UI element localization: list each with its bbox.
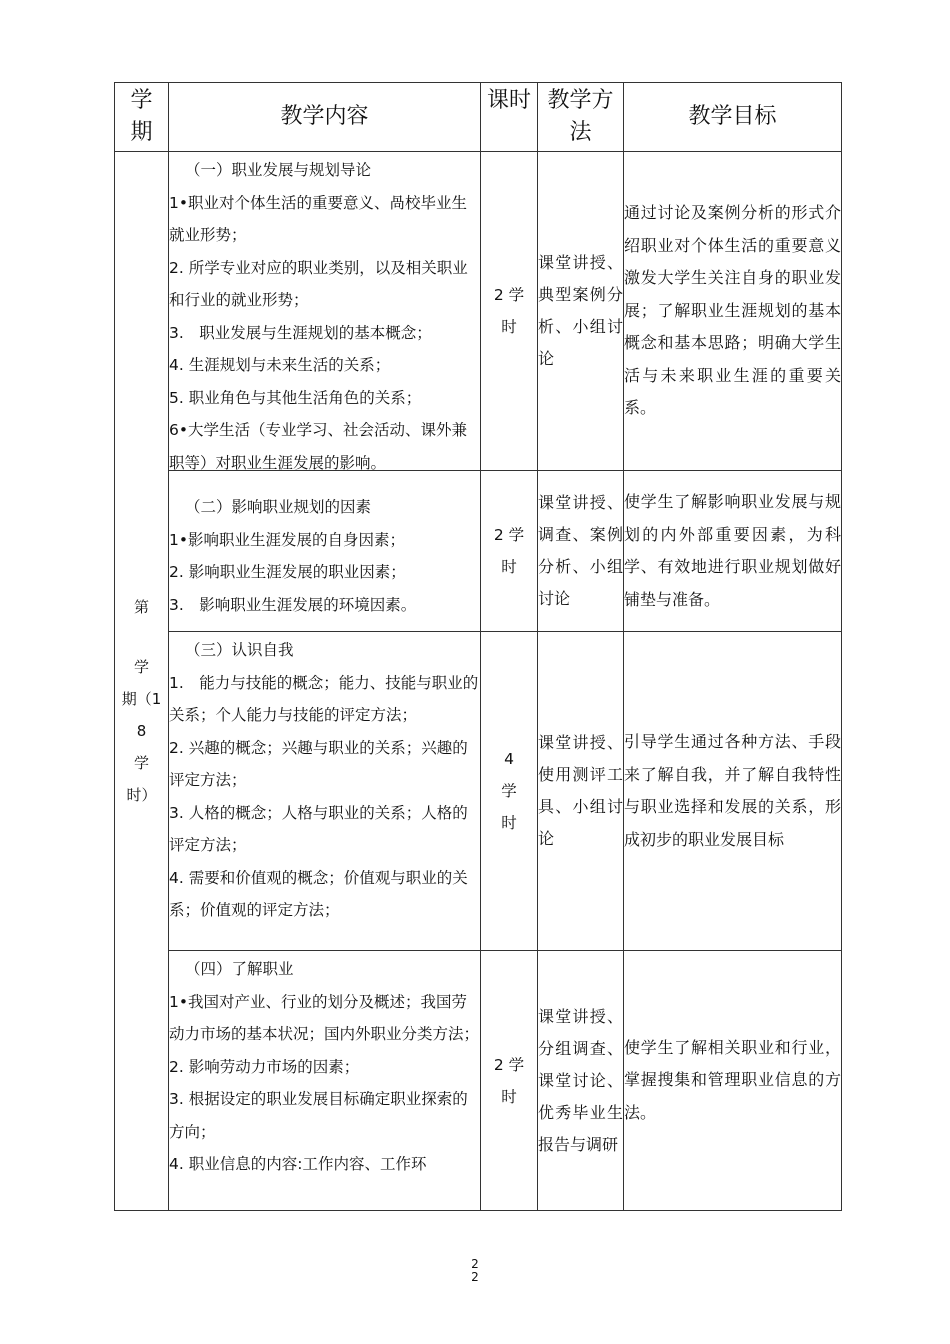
content-item: 2. 兴趣的概念；兴趣与职业的关系；兴趣的评定方法； [169, 738, 468, 789]
content-item: 2. 影响劳动力市场的因素； [169, 1057, 360, 1076]
section-title: （三）认识自我 [185, 641, 294, 659]
hours-line: 学 [501, 782, 517, 800]
header-method-line: 教学方 [547, 88, 614, 113]
content-item: 1. 能力与技能的概念；能力、技能与职业的关系；个人能力与技能的评定方法； [169, 673, 479, 724]
content-cell [169, 632, 481, 951]
method-cell: 课堂讲授、使用测评工具、小组讨论 [538, 632, 624, 951]
header-method [538, 83, 624, 152]
hours-line: 时 [501, 1087, 517, 1106]
term-label-line: 期（1 [121, 690, 162, 708]
term-label-line: 时） [126, 786, 157, 804]
content-item: 5. 职业角色与其他生活角色的关系； [169, 388, 422, 407]
term-label-line: 学 [133, 658, 149, 676]
table-row [115, 632, 842, 951]
content-item: 1•影响职业生涯发展的自身因素； [169, 530, 406, 549]
content-cell [169, 471, 481, 632]
goal-cell: 使学生了解相关职业和行业，掌握搜集和管理职业信息的方法。 [624, 951, 842, 1211]
content-item: 3. 人格的概念；人格与职业的关系；人格的评定方法； [169, 803, 468, 854]
content-cell [169, 152, 481, 471]
method-cell: 课堂讲授、典型案例分析、小组讨论 [538, 152, 624, 471]
content-item: 3. 影响职业生涯发展的环境因素。 [169, 595, 417, 614]
hours-cell [481, 152, 538, 471]
term-label-line: 8 [136, 722, 147, 740]
section-title: （一）职业发展与规划导论 [185, 161, 372, 179]
hours-cell [481, 951, 538, 1211]
hours-line: 时 [501, 318, 517, 336]
table-row [115, 152, 842, 471]
term-cell [115, 152, 169, 1211]
header-term-line: 期 [130, 120, 153, 145]
content-cell [169, 951, 481, 1211]
method-cell: 课堂讲授、调查、案例分析、小组讨论 [538, 471, 624, 632]
content-item: 4. 需要和价值观的概念；价值观与职业的关系；价值观的评定方法； [169, 868, 468, 919]
content-item: 4. 职业信息的内容:工作内容、工作环 [169, 1155, 427, 1173]
goal-cell: 通过讨论及案例分析的形式介绍职业对个体生活的重要意义激发大学生关注自身的职业发展；了解职业生涯规划的基本概念和基本思路；明确大学生活与未来职业生涯的重要关系。 [624, 152, 842, 471]
hours-line: 2 学 [493, 1055, 525, 1074]
content-item: 6•大学生活（专业学习、社会活动、课外兼职等）对职业生涯发展的影响。 [169, 421, 468, 470]
section-title: （四）了解职业 [185, 960, 294, 978]
content-item: 3. 根据设定的职业发展目标确定职业探索的方向； [169, 1090, 468, 1141]
hours-line: 2 学 [493, 526, 525, 544]
term-label-line: 第 [133, 598, 149, 616]
term-label-line: 学 [133, 754, 149, 772]
hours-line: 时 [501, 558, 517, 576]
table-row [115, 951, 842, 1211]
header-row [115, 83, 842, 152]
page-number-line: 2 [471, 1270, 479, 1284]
hours-cell [481, 471, 538, 632]
header-method-line: 法 [569, 120, 592, 145]
hours-line: 4 [504, 750, 514, 768]
goal-cell: 引导学生通过各种方法、手段来了解自我，并了解自我特性与职业选择和发展的关系，形成初步的职业发展目标 [624, 632, 842, 951]
content-item: 2. 影响职业生涯发展的职业因素； [169, 563, 406, 581]
hours-line: 时 [501, 814, 517, 832]
content-item: 2. 所学专业对应的职业类别，以及相关职业和行业的就业形势； [169, 258, 468, 309]
content-item: 1•职业对个体生活的重要意义、咼校毕业生就业形势； [169, 193, 468, 244]
header-term [115, 83, 169, 152]
header-hours: 课时 [481, 83, 538, 152]
content-item: 3. 职业发展与生涯规划的基本概念； [169, 323, 432, 342]
page-number [0, 1258, 950, 1284]
goal-cell: 使学生了解影响职业发展与规划的内外部重要因素，为科学、有效地进行职业规划做好铺垫与准备。 [624, 471, 842, 632]
content-item: 4. 生涯规划与未来生活的关系； [169, 356, 391, 374]
curriculum-table [114, 82, 842, 1211]
section-title: （二）影响职业规划的因素 [185, 498, 372, 516]
hours-cell [481, 632, 538, 951]
table-row [115, 471, 842, 632]
content-item: 1•我国对产业、行业的划分及概述；我国劳动力市场的基本状况；国内外职业分类方法； [169, 992, 480, 1043]
header-term-line: 学 [130, 88, 153, 113]
page-number-line: 2 [471, 1257, 479, 1271]
hours-line: 2 学 [493, 286, 525, 304]
header-goal: 教学目标 [624, 83, 842, 152]
header-content: 教学内容 [169, 83, 481, 152]
method-cell: 课堂讲授、分组调查、课堂讨论、优秀毕业生报告与调研 [538, 951, 624, 1211]
